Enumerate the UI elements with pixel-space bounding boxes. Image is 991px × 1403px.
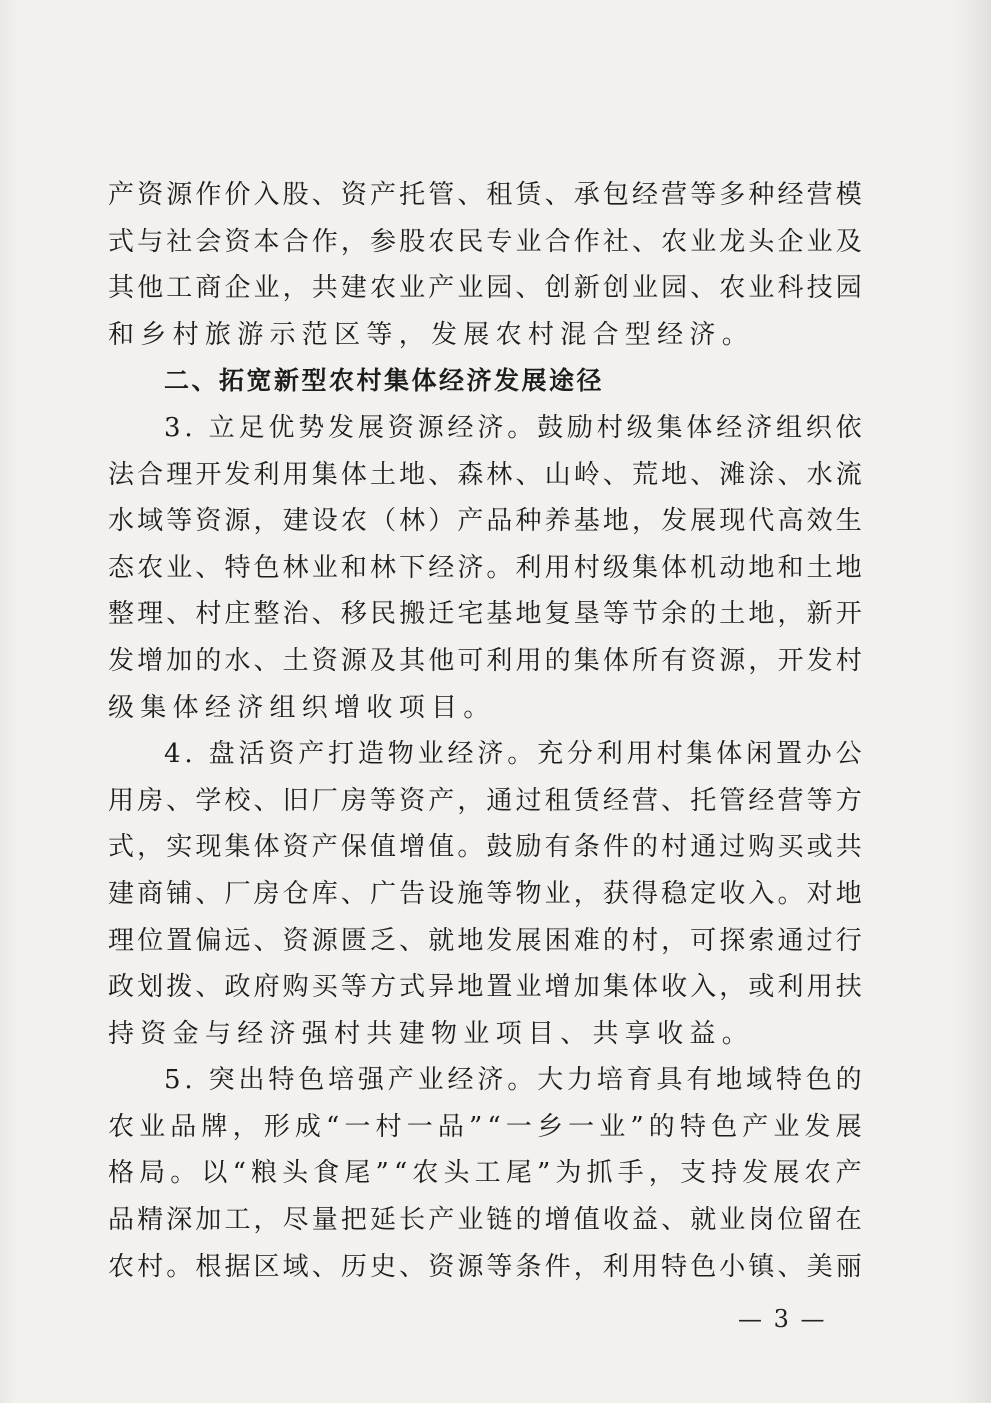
text-line: 水 域 等 资 源 ， 建 设 农 （ 林 ） 产 品 种 养 基 地 ， 发 展 现 代 高 效 生 [108,506,862,537]
text-line: 式 与 社 会 资 本 合 作 ， 参 股 农 民 专 业 合 作 社 、 农 业 龙 头 企 业 及 [108,226,862,257]
page-shading-left [0,0,18,1403]
text-line: 3 . 立 足 优 势 发 展 资 源 经 济 。 鼓 励 村 级 集 体 经 济 组 织 依 [164,412,862,443]
text-line: 产 资 源 作 价 入 股 、 资 产 托 管 、 租 赁 、 承 包 经 营 等 多 种 经 营 模 [108,180,862,210]
text-line: 品 精 深 加 工 ， 尽 量 把 延 长 产 业 链 的 增 值 收 益 、 就 业 岗 位 留 在 [108,1205,862,1236]
text-line: 5 . 突 出 特 色 培 强 产 业 经 济 。 大 力 培 育 具 有 地 域 特 色 的 [164,1065,862,1096]
text-line: 持资金与经济强村共建物业项目、共享收益。 [108,1018,755,1049]
page-shading-right [953,0,991,1403]
text-line: 理 位 置 偏 远 、 资 源 匮 乏 、 就 地 发 展 困 难 的 村 ， 可 探 索 通 过 行 [108,925,862,956]
section-heading: 二、拓宽新型农村集体经济发展途径 [164,366,605,396]
text-line: 态 农 业 、 特 色 林 业 和 林 下 经 济 。 利 用 村 级 集 体 机 动 地 和 土 地 [108,552,862,583]
text-line: 整 理 、 村 庄 整 治 、 移 民 搬 迁 宅 基 地 复 垦 等 节 余 的 土 地 ， 新 开 [108,599,862,630]
text-line: 和乡村旅游示范区等，发展农村混合型经济。 [108,319,755,350]
text-line: 级集体经济组织增收项目。 [108,692,496,723]
text-line: 政 划 拨 、 政 府 购 买 等 方 式 异 地 置 业 增 加 集 体 收 入 ， 或 利 用 扶 [108,972,862,1003]
text-line: 建 商 铺 、 厂 房 仓 库 、 广 告 设 施 等 物 业 ， 获 得 稳 定 收 入 。 对 地 [108,878,862,909]
text-line: 4 . 盘 活 资 产 打 造 物 业 经 济 。 充 分 利 用 村 集 体 闲 置 办 公 [164,739,862,770]
text-line: 农 村 。 根 据 区 域 、 历 史 、 资 源 等 条 件 ， 利 用 特 色 小 镇 、 美 丽 [108,1251,862,1282]
text-line: 其 他 工 商 企 业 ， 共 建 农 业 产 业 园 、 创 新 创 业 园 、 农 业 科 技 园 [108,273,862,304]
text-line: 用 房 、 学 校 、 旧 厂 房 等 资 产 ， 通 过 租 赁 经 营 、 托 管 经 营 等 方 [108,785,862,816]
text-line: 法 合 理 开 发 利 用 集 体 土 地 、 森 林 、 山 岭 、 荒 地 、 滩 涂 、 水 流 [108,459,862,490]
document-body [108,172,862,1290]
text-line: 式 ， 实 现 集 体 资 产 保 值 增 值 。 鼓 励 有 条 件 的 村 通 过 购 买 或 共 [108,832,862,863]
page-number: — 3 — [738,1305,827,1333]
text-line: 农 业 品 牌 ， 形 成 “ 一 村 一 品 ” “ 一 乡 一 业 ” 的 特 色 产 业 发 展 [108,1111,862,1142]
text-line: 格 局 。 以 “ 粮 头 食 尾 ” “ 农 头 工 尾 ” 为 抓 手 ， 支 持 发 展 农 产 [108,1158,862,1189]
text-line: 发 增 加 的 水 、 土 资 源 及 其 他 可 利 用 的 集 体 所 有 资 源 ， 开 发 村 [108,645,862,676]
